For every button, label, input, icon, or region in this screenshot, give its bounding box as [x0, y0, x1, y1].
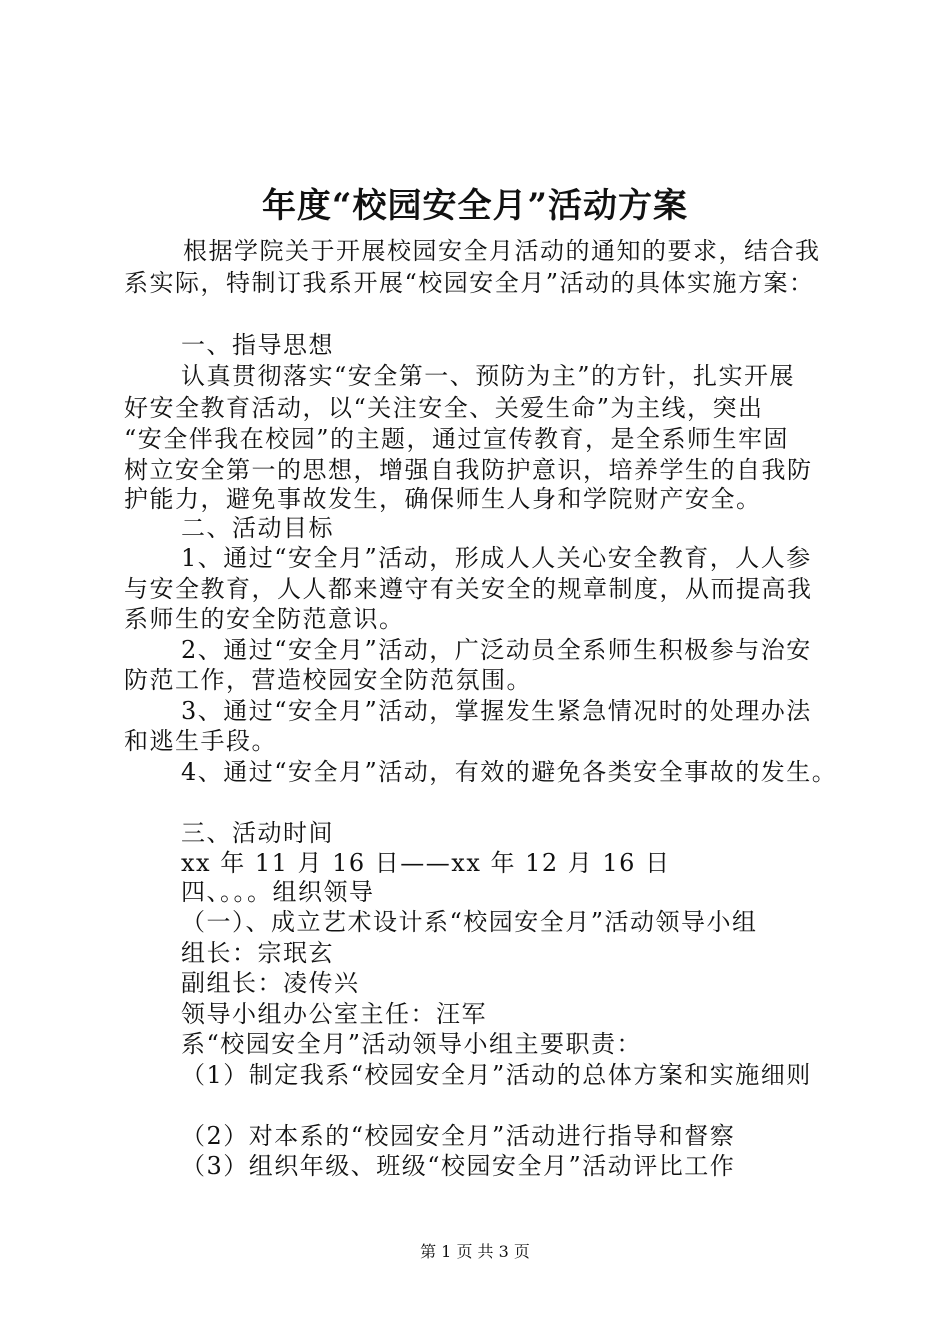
paragraph-line: “安全伴我在校园”的主题，通过宣传教育，是全系师生牢固	[124, 425, 790, 453]
list-item: （3）组织年级、班级“校园安全月”活动评比工作	[181, 1152, 736, 1180]
paragraph-line: 根据学院关于开展校园安全月活动的通知的要求，结合我	[183, 237, 821, 265]
section-heading: 二、活动目标	[181, 514, 334, 542]
paragraph-line: 4、通过“安全月”活动，有效的避免各类安全事故的发生。	[181, 758, 838, 786]
paragraph-line: 系实际，特制订我系开展“校园安全月”活动的具体实施方案：	[124, 269, 815, 297]
paragraph-line: 和逃生手段。	[124, 727, 277, 755]
paragraph-line: 防范工作，营造校园安全防范氛围。	[124, 666, 532, 694]
paragraph-line: 3、通过“安全月”活动，掌握发生紧急情况时的处理办法	[181, 697, 812, 725]
paragraph-line: 2、通过“安全月”活动，广泛动员全系师生积极参与治安	[181, 636, 812, 664]
paragraph-line: 副组长：凌传兴	[181, 969, 360, 997]
paragraph-line: 与安全教育，人人都来遵守有关安全的规章制度，从而提高我	[124, 575, 813, 603]
paragraph-line: 系师生的安全防范意识。	[124, 605, 405, 633]
list-item: （2）对本系的“校园安全月”活动进行指导和督察	[181, 1122, 736, 1150]
paragraph-line: 1、通过“安全月”活动，形成人人关心安全教育，人人参	[181, 544, 812, 572]
date-range: xx 年 11 月 16 日——xx 年 12 月 16 日	[181, 849, 671, 877]
subsection-heading: （一）、成立艺术设计系“校园安全月”活动领导小组	[181, 908, 758, 936]
paragraph-line: 组长：宗珉玄	[181, 939, 334, 967]
paragraph-line: 好安全教育活动，以“关注安全、关爱生命”为主线，突出	[124, 394, 764, 422]
paragraph-line: 领导小组办公室主任：汪军	[181, 1000, 487, 1028]
section-heading: 四、。。。组织领导	[181, 878, 375, 906]
list-item: （1）制定我系“校园安全月”活动的总体方案和实施细则	[181, 1061, 812, 1089]
page-footer: 第 1 页 共 3 页	[420, 1242, 530, 1261]
paragraph-line: 认真贯彻落实“安全第一、预防为主”的方针，扎实开展	[181, 362, 796, 390]
paragraph-line: 护能力，避免事故发生，确保师生人身和学院财产安全。	[124, 485, 762, 513]
paragraph-line: 树立安全第一的思想，增强自我防护意识，培养学生的自我防	[124, 456, 813, 484]
section-heading: 三、活动时间	[181, 819, 334, 847]
paragraph-line: 系“校园安全月”活动领导小组主要职责：	[181, 1030, 643, 1058]
document-title: 年度“校园安全月”活动方案	[261, 186, 689, 226]
section-heading: 一、指导思想	[181, 331, 334, 359]
